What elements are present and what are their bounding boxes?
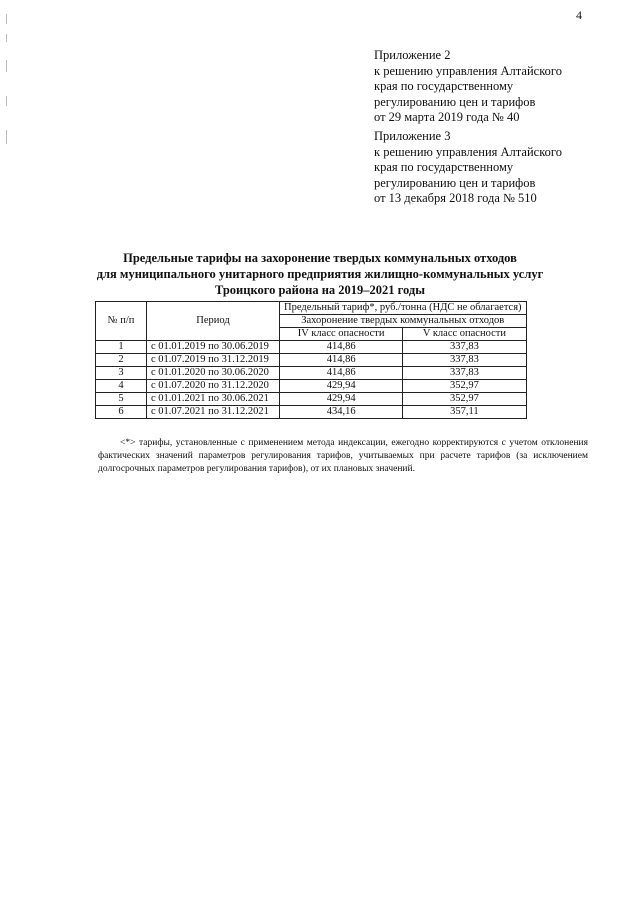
row-class-5-value: 352,97 <box>403 393 526 406</box>
page-number: 4 <box>576 8 582 22</box>
header-waste-disposal: Захоронение твердых коммунальных отходов <box>280 315 527 328</box>
appendix-2-header <box>374 48 562 126</box>
row-class-4-value: 414,86 <box>280 354 403 367</box>
row-class-5-value: 337,83 <box>403 341 526 354</box>
appendix-3-line: от 13 декабря 2018 года № 510 <box>374 191 537 205</box>
appendix-3-line: регулированию цен и тарифов <box>374 175 536 190</box>
row-period: с 01.01.2021 по 30.06.2021 <box>147 393 280 406</box>
appendix-3-line: к решению управления Алтайского <box>374 144 562 159</box>
row-class-4-value: 429,94 <box>280 393 403 406</box>
row-class-4-value: 414,86 <box>280 367 403 380</box>
row-period: с 01.07.2019 по 31.12.2019 <box>147 354 280 367</box>
title-line: Предельные тарифы на захоронение твердых коммунальных отходов <box>123 251 517 265</box>
row-period: с 01.07.2020 по 31.12.2020 <box>147 380 280 393</box>
appendix-2-line: от 29 марта 2019 года № 40 <box>374 110 520 124</box>
appendix-2-line: регулированию цен и тарифов <box>374 94 536 109</box>
header-class-5: V класс опасности <box>403 328 526 341</box>
row-number: 4 <box>96 380 147 393</box>
tariff-table <box>95 301 527 419</box>
row-period: с 01.07.2021 по 31.12.2021 <box>147 406 280 419</box>
row-number: 1 <box>96 341 147 354</box>
table-row <box>96 406 527 419</box>
table-row <box>96 380 527 393</box>
row-number: 6 <box>96 406 147 419</box>
header-class-4: IV класс опасности <box>280 328 403 341</box>
row-number: 3 <box>96 367 147 380</box>
appendix-3-line: края по государственному <box>374 160 514 174</box>
table-row <box>96 367 527 380</box>
row-class-5-value: 337,83 <box>403 354 526 367</box>
scan-edge-marks <box>4 0 10 160</box>
footnote: <*> тарифы, установленные с применением метода индексации, ежегодно корректируются с учетом отклонения фактических значений параметров регулирования тарифов, учитываемых при расчете тарифов (за исключением долгосрочных параметров регулирования тарифов), от их плановых значений. <box>98 438 588 474</box>
table-row <box>96 354 527 367</box>
row-number: 2 <box>96 354 147 367</box>
row-period: с 01.01.2020 по 30.06.2020 <box>147 367 280 380</box>
title-line: для муниципального унитарного предприятия жилищно-коммунальных услуг <box>96 267 544 281</box>
row-class-4-value: 429,94 <box>280 380 403 393</box>
header-period: Период <box>147 302 280 341</box>
table-row <box>96 341 527 354</box>
appendix-2-line: к решению управления Алтайского <box>374 63 562 78</box>
row-period: с 01.01.2019 по 30.06.2019 <box>147 341 280 354</box>
row-class-4-value: 434,16 <box>280 406 403 419</box>
header-number: № п/п <box>96 302 147 341</box>
appendix-3-header <box>374 129 562 207</box>
table-row <box>96 393 527 406</box>
appendix-2-line: Приложение 2 <box>374 48 451 62</box>
row-number: 5 <box>96 393 147 406</box>
appendix-2-line: края по государственному <box>374 79 514 93</box>
header-tariff-group: Предельный тариф*, руб./тонна (НДС не облагается) <box>280 302 527 315</box>
row-class-5-value: 357,11 <box>403 406 526 419</box>
title-line: Троицкого района на 2019–2021 годы <box>214 283 426 297</box>
appendix-3-line: Приложение 3 <box>374 129 451 143</box>
row-class-5-value: 352,97 <box>403 380 526 393</box>
document-title <box>60 250 580 298</box>
row-class-5-value: 337,83 <box>403 367 526 380</box>
row-class-4-value: 414,86 <box>280 341 403 354</box>
